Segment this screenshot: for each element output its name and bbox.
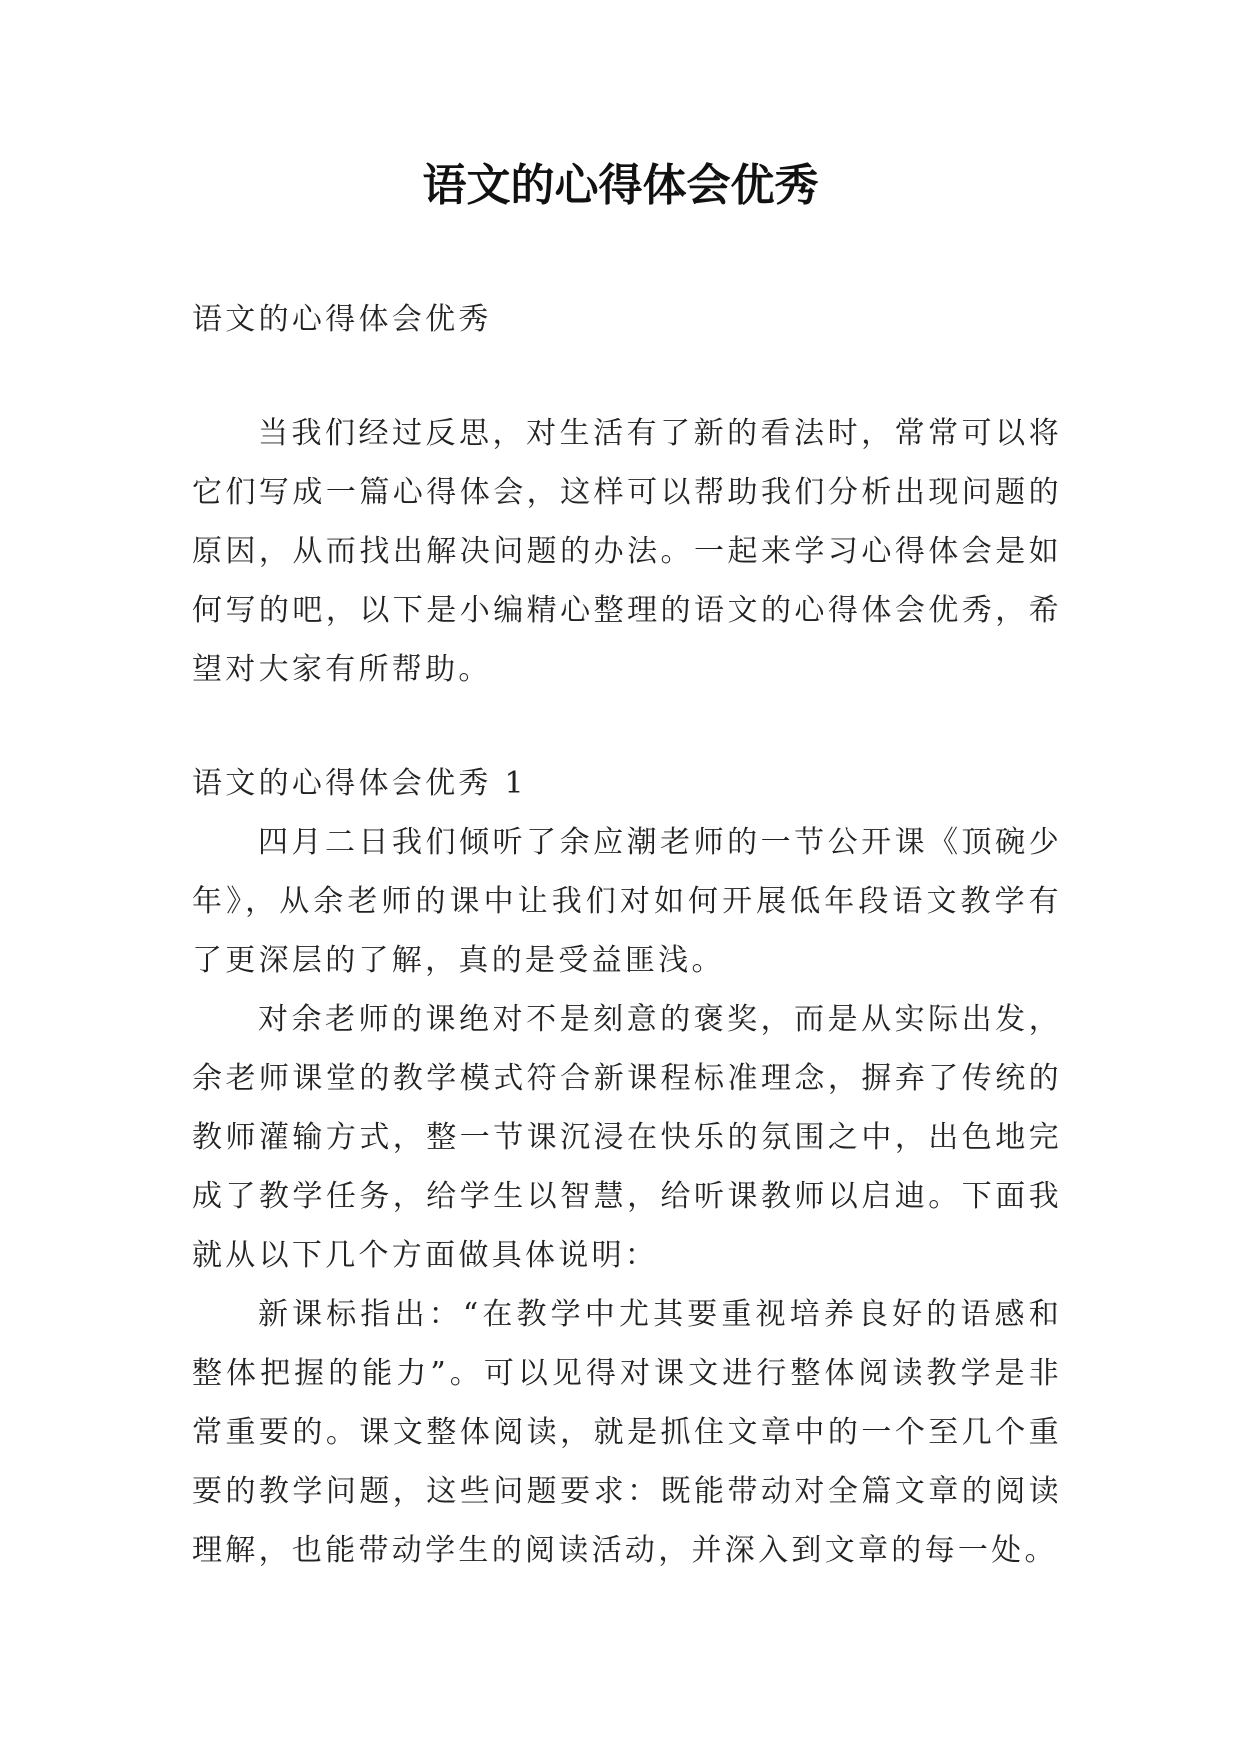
document-subtitle: 语文的心得体会优秀 xyxy=(192,302,492,337)
document-title: 语文的心得体会优秀 xyxy=(422,160,819,211)
section-heading: 语文的心得体会优秀 1 xyxy=(192,766,527,801)
intro-paragraph: 当我们经过反思，对生活有了新的看法时，常常可以将它们写成一篇心得体会，这样可以帮助我们分析出现问题的原因，从而找出解决问题的办法。一起来学习心得体会是如何写的吧，以下是小编精心整理的语文的心得体会优秀，希望对大家有所帮助。 xyxy=(192,416,1062,687)
document-body xyxy=(192,290,1062,1580)
body-paragraph-2: 对余老师的课绝对不是刻意的褒奖，而是从实际出发，余老师课堂的教学模式符合新课程标准理念，摒弃了传统的教师灌输方式，整一节课沉浸在快乐的氛围之中，出色地完成了教学任务，给学生以智慧，给听课教师以启迪。下面我就从以下几个方面做具体说明： xyxy=(192,1002,1062,1273)
body-paragraph-3: 新课标指出：“在教学中尤其要重视培养良好的语感和整体把握的能力”。可以见得对课文进行整体阅读教学是非常重要的。课文整体阅读，就是抓住文章中的一个至几个重要的教学问题，这些问题要求：既能带动对全篇文章的阅读理解，也能带动学生的阅读活动，并深入到文章的每一处。 xyxy=(192,1297,1062,1568)
body-paragraph-1: 四月二日我们倾听了余应潮老师的一节公开课《顶碗少年》，从余老师的课中让我们对如何开展低年段语文教学有了更深层的了解，真的是受益匪浅。 xyxy=(192,825,1062,978)
